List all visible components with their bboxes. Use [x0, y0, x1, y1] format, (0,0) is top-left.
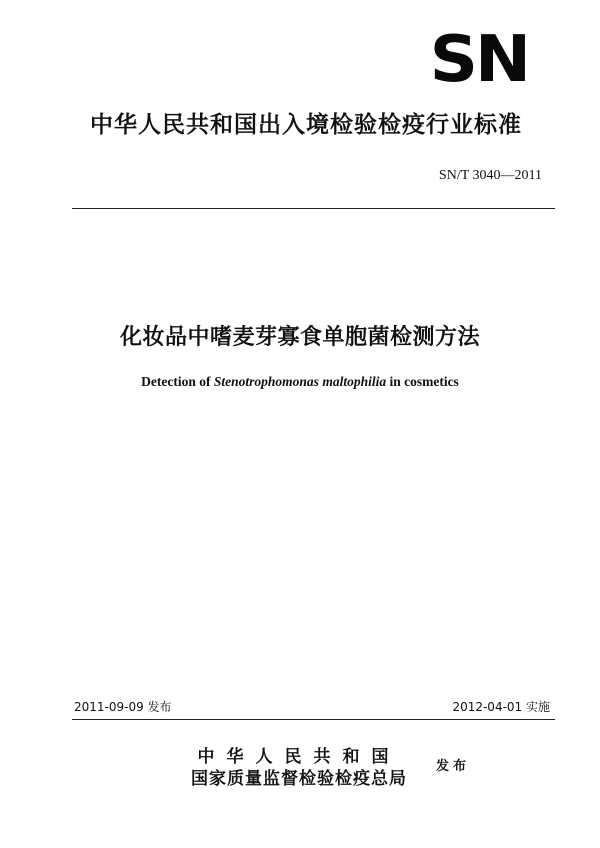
sn-logo: SN	[429, 23, 528, 97]
title-en-suffix: in cosmetics	[386, 374, 459, 389]
header-divider	[72, 208, 555, 209]
issue-date: 2011-09-09 发布	[74, 700, 172, 714]
implementation-date: 2012-04-01 实施	[452, 700, 550, 714]
title-en-prefix: Detection of	[141, 374, 214, 389]
issuer-country: 中华人民共和国	[197, 747, 401, 767]
standard-category-title: 中华人民共和国出入境检验检疫行业标准	[90, 112, 522, 138]
title-en-species: Stenotrophomonas maltophilia	[213, 374, 387, 389]
document-title-en	[40, 374, 560, 390]
issuing-authority	[168, 746, 430, 790]
footer-divider	[72, 719, 555, 720]
document-title-zh: 化妆品中嗜麦芽寡食单胞菌检测方法	[119, 325, 480, 350]
standard-code: SN/T 3040—2011	[438, 168, 542, 183]
issuer-agency: 国家质量监督检验检疫总局	[191, 769, 407, 789]
issuer-action: 发布	[436, 759, 471, 774]
